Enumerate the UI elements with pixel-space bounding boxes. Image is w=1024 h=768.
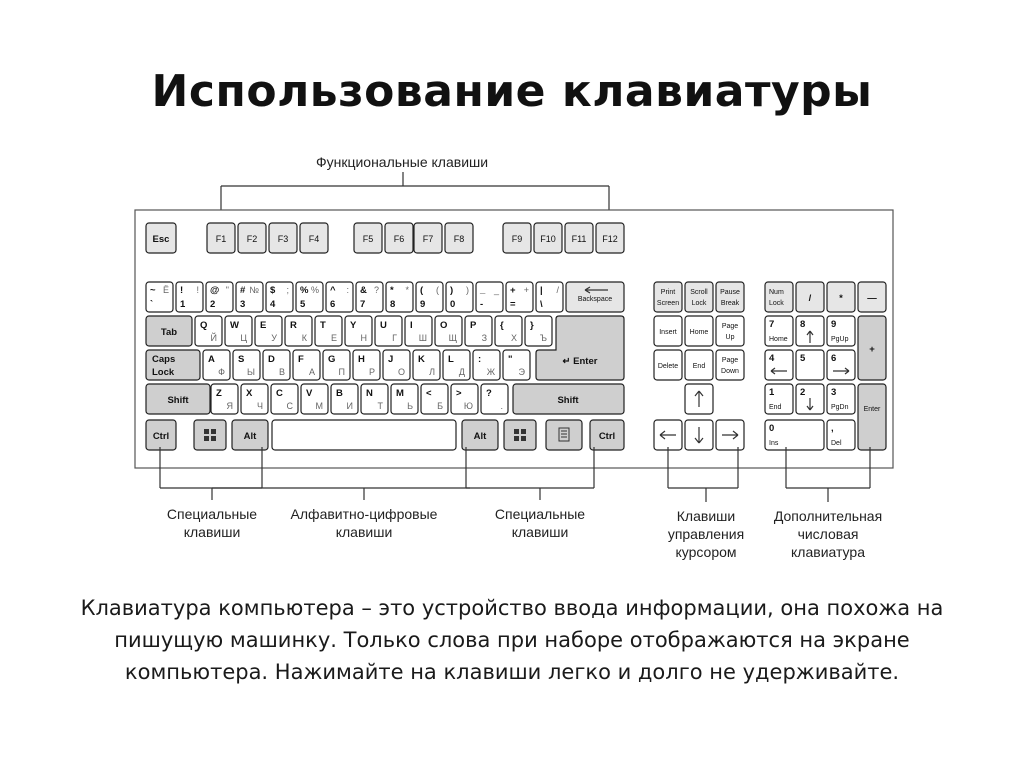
key-q-7-cyr: Ш <box>418 333 427 343</box>
key-num-13-digit: \ <box>540 299 543 310</box>
key-np-6-label: 6 <box>831 353 837 364</box>
key-num-1-cyr: ! <box>196 285 199 295</box>
key-a-1-lat: S <box>238 354 245 365</box>
key-num-12-digit: = <box>510 299 516 310</box>
key-a-4-cyr: П <box>338 367 345 377</box>
key-np-enter[interactable] <box>858 384 886 450</box>
key-num-8-digit: 8 <box>390 299 396 310</box>
key-ctrl-right-label: Ctrl <box>598 431 616 442</box>
key-np-0-sub: Ins <box>769 440 779 447</box>
key-num-lock[interactable] <box>765 282 793 312</box>
cursor-label-2: управления <box>667 526 745 542</box>
key-num-3-shift: # <box>240 285 246 296</box>
key-z-7-lat: < <box>426 388 432 399</box>
key-num-7-shift: & <box>360 285 367 296</box>
key-print-label-2: Screen <box>656 300 680 307</box>
key-a-2-lat: D <box>268 354 275 365</box>
key-pgup-label-2: Up <box>725 334 735 341</box>
key-f3-label: F3 <box>277 234 289 244</box>
home-row <box>203 350 530 380</box>
key-q-8-lat: O <box>440 320 448 331</box>
key-q-0-cyr: Й <box>210 333 217 343</box>
key-caps-label-1: Caps <box>152 354 176 365</box>
key-np-dot-label: , <box>831 423 834 434</box>
key-f2-label: F2 <box>246 234 258 244</box>
key-home-label: Home <box>689 329 709 336</box>
navigation-block <box>654 282 744 450</box>
key-num-label-2: Lock <box>769 300 784 307</box>
description-text: Клавиатура компьютера – это устройство ввода информации, она похожа на пишущую машинку. Только слова при наборе отображаются на экране компьютера. Нажимайте на клавиши легко и долго не удерживайте. <box>80 596 944 684</box>
key-np-plus-label: + <box>869 344 875 355</box>
key-f7-label: F7 <box>422 234 434 244</box>
key-q-9-cyr: З <box>481 333 487 343</box>
key-z-5-cyr: Т <box>377 401 383 411</box>
key-np-7-label: 7 <box>769 319 775 330</box>
key-menu[interactable] <box>546 420 582 450</box>
key-z-1-lat: X <box>246 388 253 399</box>
key-z-4-lat: B <box>336 388 343 399</box>
key-a-6-lat: J <box>388 354 394 365</box>
key-scroll-label-2: Lock <box>691 300 707 307</box>
key-num-12-shift: + <box>510 285 516 296</box>
special-left-label-1: Специальные <box>166 506 258 522</box>
key-pgdn-label-2: Down <box>721 368 739 375</box>
key-num-10-cyr: ) <box>466 285 469 295</box>
key-f5-label: F5 <box>362 234 374 244</box>
key-f12-label: F12 <box>602 234 618 244</box>
key-q-5-cyr: Н <box>360 333 367 343</box>
key-num-10-shift: ) <box>450 285 454 296</box>
key-q-6-lat: U <box>380 320 387 331</box>
key-num-11-shift: _ <box>480 285 486 296</box>
key-enter-label: ↵ Enter <box>562 356 598 367</box>
key-num-8-cyr: * <box>405 285 409 295</box>
key-num-0-cyr: Ё <box>162 285 169 295</box>
key-a-4-lat: G <box>328 354 336 365</box>
key-num-11-cyr: _ <box>493 285 499 295</box>
key-end-label: End <box>692 363 706 370</box>
key-a-3-cyr: А <box>308 367 315 377</box>
key-num-2-digit: 2 <box>210 299 216 310</box>
key-f6-label: F6 <box>393 234 405 244</box>
key-print-label-1: Print <box>660 289 676 296</box>
key-q-5-lat: Y <box>350 320 357 331</box>
key-num-4-shift: $ <box>270 285 276 296</box>
key-f8-label: F8 <box>453 234 465 244</box>
key-a-6-cyr: О <box>397 367 405 377</box>
key-a-8-lat: L <box>448 354 454 365</box>
key-num-9-digit: 9 <box>420 299 426 310</box>
key-z-0-cyr: Я <box>226 401 233 411</box>
key-q-9-lat: P <box>470 320 477 331</box>
key-q-0-lat: Q <box>200 320 208 331</box>
key-a-7-cyr: Л <box>429 367 435 377</box>
key-num-13-shift: | <box>540 285 543 296</box>
key-np-5-label: 5 <box>800 353 806 364</box>
key-q-1-lat: W <box>230 320 239 331</box>
key-np-1-sub: End <box>769 404 782 411</box>
key-scroll-label-1: Scroll <box>690 289 708 296</box>
key-np-enter-label: Enter <box>863 406 881 413</box>
key-np-7-sub: Home <box>769 336 788 343</box>
key-q-2-cyr: У <box>271 333 277 343</box>
key-f9-label: F9 <box>511 234 523 244</box>
key-z-4-cyr: И <box>346 401 353 411</box>
key-shift-left-label: Shift <box>167 395 189 406</box>
key-num-2-cyr: " <box>225 285 229 295</box>
cursor-label-1: Клавиши <box>676 508 736 524</box>
key-f10-label: F10 <box>540 234 556 244</box>
alnum-label-2: клавиши <box>335 524 393 540</box>
key-z-1-cyr: Ч <box>257 401 263 411</box>
key-num-7-digit: 7 <box>360 299 366 310</box>
key-num-9-shift: ( <box>420 285 424 296</box>
key-z-8-lat: > <box>456 388 462 399</box>
key-alt-left-label: Alt <box>243 431 257 442</box>
key-print-screen[interactable] <box>654 282 682 312</box>
key-a-10-cyr: Э <box>518 367 525 377</box>
key-np-1-label: 1 <box>769 387 775 398</box>
key-num-3-cyr: № <box>249 285 259 295</box>
key-a-3-lat: F <box>298 354 304 365</box>
key-num-0-shift: ~ <box>150 285 156 296</box>
key-q-4-cyr: Е <box>330 333 337 343</box>
key-z-3-cyr: М <box>315 401 323 411</box>
special-right-label-2: клавиши <box>511 524 569 540</box>
key-insert-label: Insert <box>659 329 677 336</box>
key-f11-label: F11 <box>571 234 587 244</box>
key-a-5-cyr: Р <box>368 367 375 377</box>
key-z-6-lat: M <box>396 388 404 399</box>
key-z-7-cyr: Б <box>437 401 443 411</box>
key-np-divide-label: / <box>808 293 812 304</box>
key-num-13-cyr: / <box>556 285 559 295</box>
key-scroll-lock[interactable] <box>685 282 713 312</box>
function-keys-label: Функциональные клавиши <box>315 154 489 170</box>
key-a-9-cyr: Ж <box>486 367 495 377</box>
key-a-2-cyr: В <box>278 367 285 377</box>
key-z-0-lat: Z <box>216 388 222 399</box>
key-pgdn-label-1: Page <box>721 357 739 364</box>
key-ctrl-left-label: Ctrl <box>152 431 170 442</box>
numpad-label-3: клавиатура <box>791 544 865 560</box>
key-delete-label: Delete <box>657 363 679 370</box>
key-q-6-cyr: Г <box>392 333 397 343</box>
key-np-4-label: 4 <box>769 353 775 364</box>
key-np-0-label: 0 <box>769 423 775 434</box>
cursor-label-3: курсором <box>675 544 737 560</box>
key-q-11-cyr: Ъ <box>539 333 547 343</box>
key-q-7-lat: I <box>410 320 413 331</box>
key-num-12-cyr: + <box>523 285 529 295</box>
key-np-9-sub: PgUp <box>831 336 849 343</box>
key-z-2-cyr: С <box>286 401 293 411</box>
key-num-5-digit: 5 <box>300 299 306 310</box>
key-pause-label-2: Break <box>720 300 740 307</box>
function-row <box>146 223 624 253</box>
key-num-4-digit: 4 <box>270 299 276 310</box>
key-q-4-lat: T <box>320 320 326 331</box>
key-num-7-cyr: ? <box>373 285 379 295</box>
key-np-multiply-label: * <box>839 293 843 304</box>
key-q-3-cyr: К <box>301 333 307 343</box>
key-z-5-lat: N <box>366 388 373 399</box>
key-np-9-label: 9 <box>831 319 837 330</box>
alnum-connector <box>212 488 470 500</box>
alnum-label-1: Алфавитно-цифровые <box>290 506 438 522</box>
key-num-5-cyr: % <box>310 285 319 295</box>
key-esc-label: Esc <box>152 234 170 245</box>
key-a-8-cyr: Д <box>458 367 465 377</box>
key-page-up[interactable] <box>716 316 744 346</box>
key-num-6-shift: ^ <box>330 285 336 296</box>
key-page-down[interactable] <box>716 350 744 380</box>
key-q-8-cyr: Щ <box>448 333 457 343</box>
key-a-10-lat: " <box>508 354 513 365</box>
key-a-1-cyr: Ы <box>247 367 255 377</box>
key-caps-label-2: Lock <box>152 367 175 378</box>
key-num-6-digit: 6 <box>330 299 336 310</box>
key-z-3-lat: V <box>306 388 313 399</box>
key-np-3-label: 3 <box>831 387 837 398</box>
key-z-9-lat: ? <box>486 388 492 399</box>
key-num-8-shift: * <box>390 285 394 296</box>
key-q-1-cyr: Ц <box>240 333 247 343</box>
key-np-2-label: 2 <box>800 387 806 398</box>
key-pause-label-1: Pause <box>720 289 740 296</box>
key-num-9-cyr: ( <box>436 285 439 295</box>
key-num-6-cyr: : <box>346 285 349 295</box>
key-a-7-lat: K <box>418 354 425 365</box>
key-q-2-lat: E <box>260 320 267 331</box>
key-np-8-label: 8 <box>800 319 806 330</box>
key-z-8-cyr: Ю <box>463 401 473 411</box>
key-a-9-lat: : <box>478 354 482 365</box>
key-num-3-digit: 3 <box>240 299 246 310</box>
key-backspace-label: Backspace <box>577 296 613 303</box>
key-num-1-shift: ! <box>180 285 184 296</box>
key-num-0-digit: ` <box>150 299 154 310</box>
key-np-minus-label: — <box>867 293 877 304</box>
key-num-5-shift: % <box>300 285 309 296</box>
key-z-9-cyr: . <box>500 401 503 411</box>
page-title: Использование клавиатуры <box>151 66 873 117</box>
key-a-5-lat: H <box>358 354 365 365</box>
key-q-10-cyr: Х <box>510 333 517 343</box>
key-z-2-lat: C <box>276 388 283 399</box>
key-f4-label: F4 <box>308 234 320 244</box>
key-tab-label: Tab <box>160 327 178 338</box>
key-q-10-lat: { <box>500 320 504 331</box>
key-space[interactable] <box>272 420 456 450</box>
key-num-10-digit: 0 <box>450 299 456 310</box>
key-num-2-shift: @ <box>210 285 220 296</box>
special-right-label-1: Специальные <box>494 506 586 522</box>
key-pgup-label-1: Page <box>721 323 739 330</box>
numpad-label-1: Дополнительная <box>773 508 883 524</box>
key-np-3-sub: PgDn <box>831 404 849 411</box>
key-num-1-digit: 1 <box>180 299 186 310</box>
key-num-11-digit: - <box>480 299 484 310</box>
key-z-6-cyr: Ь <box>407 401 413 411</box>
key-shift-right-label: Shift <box>557 395 579 406</box>
key-windows-left[interactable] <box>194 420 226 450</box>
key-windows-right[interactable] <box>504 420 536 450</box>
key-a-0-cyr: Ф <box>218 367 225 377</box>
special-left-label-2: клавиши <box>183 524 241 540</box>
key-num-label-1: Num <box>769 289 784 296</box>
key-q-11-lat: } <box>530 320 534 331</box>
key-alt-right-label: Alt <box>473 431 487 442</box>
key-num-4-cyr: ; <box>286 285 289 295</box>
key-pause[interactable] <box>716 282 744 312</box>
key-q-3-lat: R <box>290 320 297 331</box>
key-a-0-lat: A <box>208 354 215 365</box>
key-np-dot-sub: Del <box>831 440 842 447</box>
numpad-label-2: числовая <box>797 526 859 542</box>
key-f1-label: F1 <box>215 234 227 244</box>
